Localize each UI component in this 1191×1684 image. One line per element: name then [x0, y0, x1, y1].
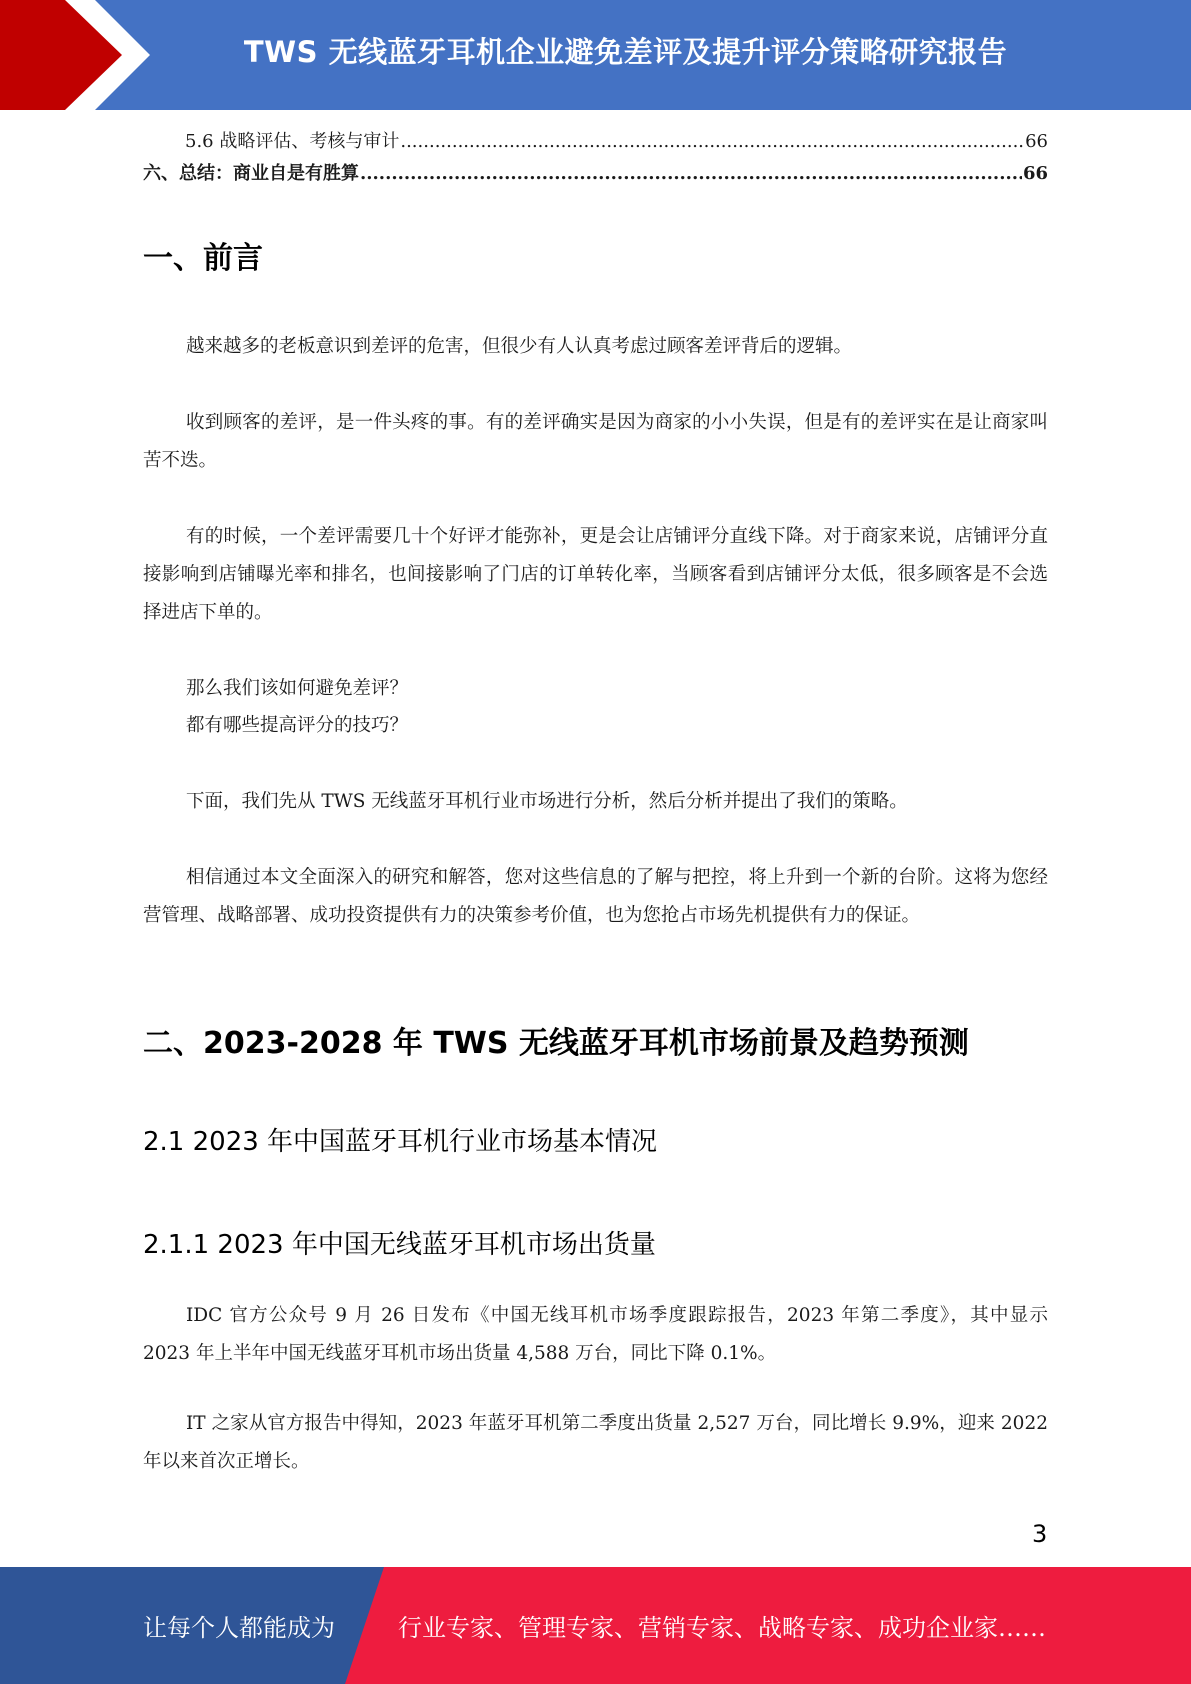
paragraph: IT 之家从官方报告中得知，2023 年蓝牙耳机第二季度出货量 2,527 万台，同比增长 9.9%，迎来 2022 年以来首次正增长。	[143, 1413, 1048, 1472]
paragraph: 有的时候，一个差评需要几十个好评才能弥补，更是会让店铺评分直线下降。对于商家来说，店铺评分直接影响到店铺曝光率和排名，也间接影响了门店的订单转化率，当顾客看到店铺评分太低，很多顾客是不会选择进店下单的。	[143, 526, 1048, 623]
toc-leader-dots	[400, 131, 1024, 153]
toc-entry-label: 5.6 战略评估、考核与审计	[185, 131, 400, 152]
toc-entry-page: 66	[1022, 163, 1048, 184]
subsection-heading: 2.1.1 2023 年中国无线蓝牙耳机市场出货量	[143, 1230, 656, 1260]
paragraph: 相信通过本文全面深入的研究和解答，您对这些信息的了解与把控，将上升到一个新的台阶。这将为您经营管理、战略部署、成功投资提供有力的决策参考价值，也为您抢占市场先机提供有力的保证。	[143, 867, 1048, 926]
paragraph: 越来越多的老板意识到差评的危害，但很少有人认真考虑过顾客差评背后的逻辑。	[186, 336, 853, 357]
paragraph: 那么我们该如何避免差评？	[186, 678, 409, 699]
footer-slogan-left: 让每个人都能成为	[143, 1614, 335, 1642]
page-header	[0, 0, 1191, 110]
section-heading-market-forecast: 二、2023-2028 年 TWS 无线蓝牙耳机市场前景及趋势预测	[143, 1026, 969, 1061]
report-title: TWS 无线蓝牙耳机企业避免差评及提升评分策略研究报告	[243, 34, 1008, 69]
toc-entry[interactable]	[143, 131, 1048, 153]
page-footer	[0, 1567, 1191, 1684]
page-number: 3	[1032, 1520, 1048, 1548]
paragraph: 都有哪些提高评分的技巧？	[186, 715, 409, 736]
paragraph: 下面，我们先从 TWS 无线蓝牙耳机行业市场进行分析，然后分析并提出了我们的策略。	[186, 791, 908, 812]
section-heading-preface: 一、前言	[143, 241, 263, 276]
paragraph: 收到顾客的差评，是一件头疼的事。有的差评确实是因为商家的小小失误，但是有的差评实在是让商家叫苦不迭。	[143, 412, 1048, 471]
toc-entry-label: 六、总结：商业自是有胜算	[143, 163, 359, 184]
subsection-heading: 2.1 2023 年中国蓝牙耳机行业市场基本情况	[143, 1127, 658, 1157]
footer-slogan-right: 行业专家、管理专家、营销专家、战略专家、成功企业家……	[398, 1614, 1046, 1642]
toc-leader-dots	[360, 163, 1022, 185]
toc-entry[interactable]	[143, 163, 1048, 185]
toc-entry-page: 66	[1025, 131, 1048, 152]
paragraph: IDC 官方公众号 9 月 26 日发布《中国无线耳机市场季度跟踪报告，2023 年第二季度》，其中显示 2023 年上半年中国无线蓝牙耳机市场出货量 4,588 万台，同比下降 0.1%。	[143, 1305, 1048, 1364]
